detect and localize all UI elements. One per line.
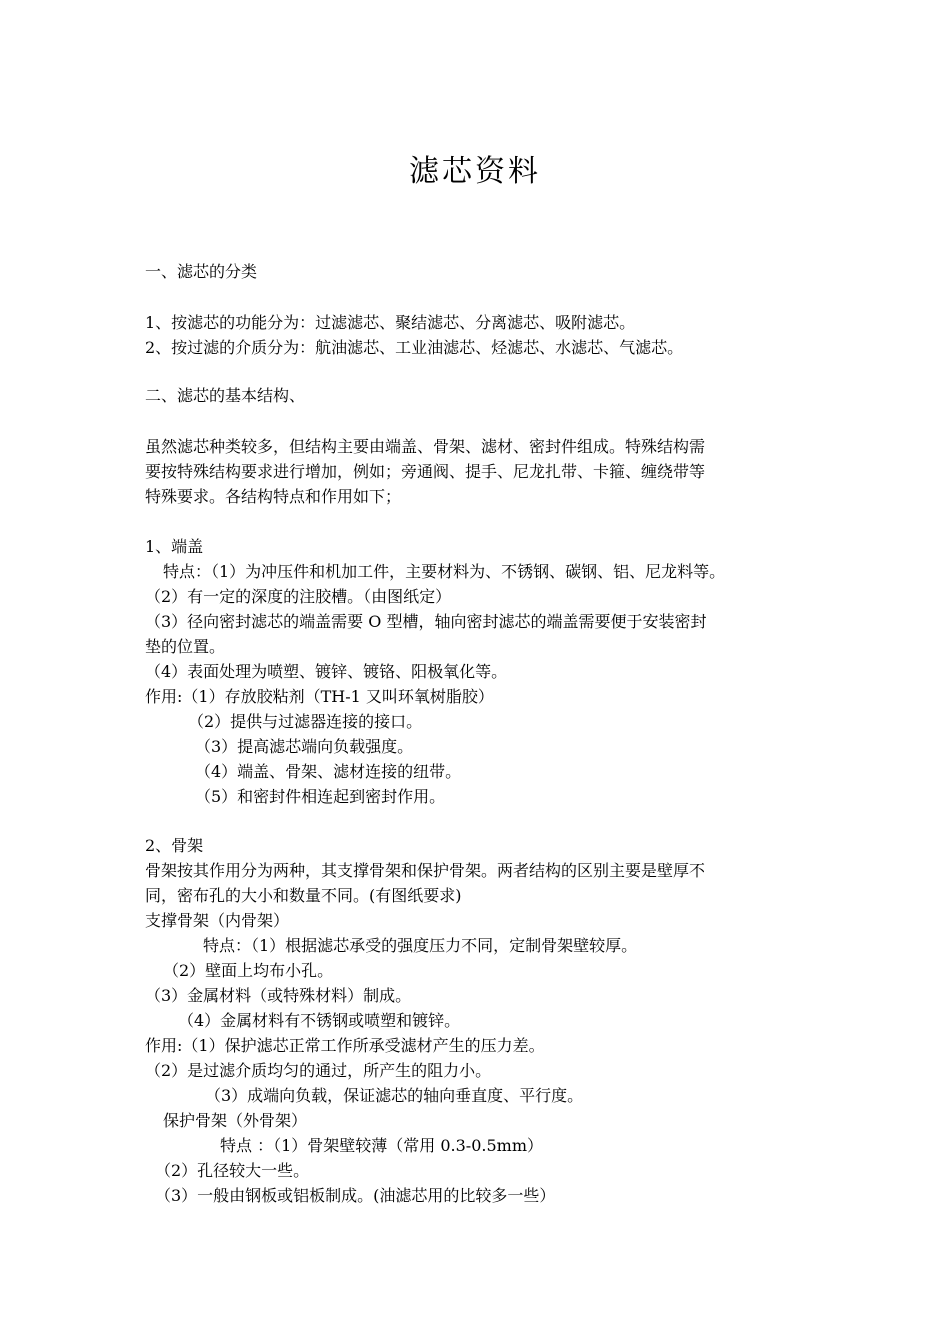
classification-by-medium: 2、按过滤的介质分为：航油滤芯、工业油滤芯、烃滤芯、水滤芯、气滤芯。: [145, 338, 684, 357]
end-cap-function-4: （4）端盖、骨架、滤材连接的纽带。: [195, 762, 462, 781]
subheading-support-skeleton: 支撑骨架（内骨架）: [145, 911, 290, 930]
end-cap-feature-4: （4）表面处理为喷塑、镀锌、镀铬、阳极氧化等。: [145, 662, 508, 681]
subheading-skeleton: 2、骨架: [145, 836, 204, 855]
structure-paragraph-line-2: 要按特殊结构要求进行增加，例如；旁通阀、提手、尼龙扎带、卡箍、缠绕带等: [145, 462, 706, 481]
support-skeleton-function-3: （3）成端向负载，保证滤芯的轴向垂直度、平行度。: [205, 1086, 584, 1105]
protective-skeleton-feature-1: 特点 ：（1）骨架壁较薄（常用 0.3-0.5mm）: [220, 1136, 543, 1155]
end-cap-function-2: （2）提供与过滤器连接的接口。: [188, 712, 423, 731]
support-skeleton-feature-2: （2）壁面上均布小孔。: [163, 961, 334, 980]
support-skeleton-function-1: 作用:（1）保护滤芯正常工作所承受滤材产生的压力差。: [145, 1036, 545, 1055]
subheading-end-cap: 1、端盖: [145, 537, 204, 556]
end-cap-feature-3-cont: 垫的位置。: [145, 637, 226, 656]
support-skeleton-feature-1: 特点：（1）根据滤芯承受的强度压力不同，定制骨架壁较厚。: [203, 936, 638, 955]
support-skeleton-feature-4: （4）金属材料有不锈钢或喷塑和镀锌。: [178, 1011, 461, 1030]
end-cap-feature-3: （3）径向密封滤芯的端盖需要 O 型槽，轴向密封滤芯的端盖需要便于安装密封: [145, 612, 707, 631]
section-heading-classification: 一、滤芯的分类: [145, 262, 258, 281]
end-cap-function-1: 作用:（1）存放胶粘剂（TH-1 又叫环氧树脂胶）: [145, 687, 494, 706]
support-skeleton-function-2: （2）是过滤介质均匀的通过，所产生的阻力小。: [145, 1061, 492, 1080]
skeleton-paragraph-line-1: 骨架按其作用分为两种，其支撑骨架和保护骨架。两者结构的区别主要是壁厚不: [145, 861, 706, 880]
end-cap-feature-1: 特点：（1）为冲压件和机加工件，主要材料为、不锈钢、碳钢、铝、尼龙料等。: [163, 562, 726, 581]
end-cap-function-3: （3）提高滤芯端向负载强度。: [195, 737, 414, 756]
classification-by-function: 1、按滤芯的功能分为：过滤滤芯、聚结滤芯、分离滤芯、吸附滤芯。: [145, 313, 636, 332]
structure-paragraph-line-1: 虽然滤芯种类较多，但结构主要由端盖、骨架、滤材、密封件组成。特殊结构需: [145, 437, 706, 456]
support-skeleton-feature-3: （3）金属材料（或特殊材料）制成。: [145, 986, 412, 1005]
document-title: 滤芯资料: [409, 154, 541, 189]
end-cap-function-5: （5）和密封件相连起到密封作用。: [195, 787, 446, 806]
section-heading-structure: 二、滤芯的基本结构、: [145, 386, 306, 405]
protective-skeleton-feature-2: （2）孔径较大一些。: [155, 1161, 310, 1180]
skeleton-paragraph-line-2: 同，密布孔的大小和数量不同。(有图纸要求): [145, 886, 462, 905]
subheading-protective-skeleton: 保护骨架（外骨架）: [163, 1111, 308, 1130]
protective-skeleton-feature-3: （3）一般由钢板或铝板制成。(油滤芯用的比较多一些）: [155, 1186, 556, 1205]
structure-paragraph-line-3: 特殊要求。各结构特点和作用如下；: [145, 487, 402, 506]
end-cap-feature-2: （2）有一定的深度的注胶槽。（由图纸定）: [145, 587, 452, 606]
